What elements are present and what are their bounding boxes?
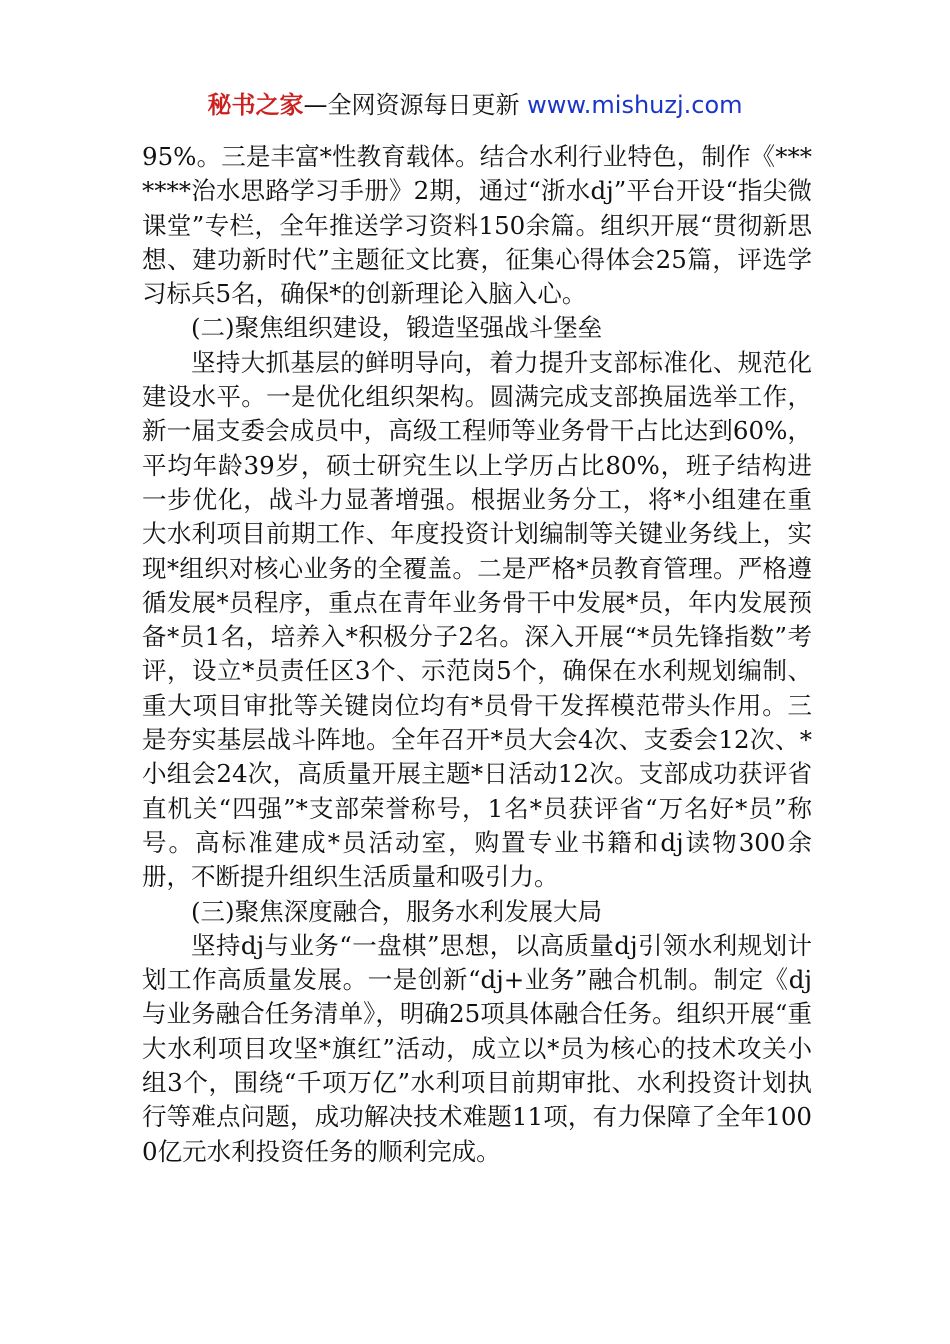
section-heading-2: (二)聚焦组织建设，锻造坚强战斗堡垒 (191, 313, 603, 343)
site-header (0, 88, 950, 122)
brand-name: 秘书之家 (207, 91, 304, 119)
site-url-link[interactable]: www.mishuzj.com (527, 91, 743, 119)
section-heading-3: (三)聚焦深度融合，服务水利发展大局 (191, 896, 603, 926)
paragraph-continued: 95%。三是丰富*性教育载体。结合水利行业特色，制作《*******治水思路学习手册》2期，通过“浙水dj”平台开设“指尖微课堂”专栏，全年推送学习资料150余篇。组织开展“贯彻新思想、建功新时代”主题征文比赛，征集心得体会25篇，评选学习标兵5名，确保*的创新理论入脑入心。 (142, 142, 812, 309)
document-body (142, 140, 812, 1169)
paragraph-integration: 坚持dj与业务“一盘棋”思想，以高质量dj引领水利规划计划工作高质量发展。一是创新“dj+业务”融合机制。制定《dj与业务融合任务清单》，明确25项具体融合任务。组织开展“重大水利项目攻坚*旗红”活动，成立以*员为核心的技术攻关小组3个，围绕“千项万亿”水利项目前期审批、水利投资计划执行等难点问题，成功解决技术难题11项，有力保障了全年1000亿元水利投资任务的顺利完成。 (142, 930, 812, 1166)
header-tagline: —全网资源每日更新 (303, 91, 520, 119)
paragraph-organization: 坚持大抓基层的鲜明导向，着力提升支部标准化、规范化建设水平。一是优化组织架构。圆满完成支部换届选举工作，新一届支委会成员中，高级工程师等业务骨干占比达到60%，平均年龄39岁，硕士研究生以上学历占比80%，班子结构进一步优化，战斗力显著增强。根据业务分工，将*小组建在重大水利项目前期工作、年度投资计划编制等关键业务线上，实现*组织对核心业务的全覆盖。二是严格*员教育管理。严格遵循发展*员程序，重点在青年业务骨干中发展*员，年内发展预备*员1名，培养入*积极分子2名。深入开展“*员先锋指数”考评，设立*员责任区3个、示范岗5个，确保在水利规划编制、重大项目审批等关键岗位均有*员骨干发挥模范带头作用。三是夯实基层战斗阵地。全年召开*员大会4次、支委会12次、*小组会24次，高质量开展主题*日活动12次。支部成功获评省直机关“四强”*支部荣誉称号，1名*员获评省“万名好*员”称号。高标准建成*员活动室，购置专业书籍和dj读物300余册，不断提升组织生活质量和吸引力。 (142, 347, 812, 892)
